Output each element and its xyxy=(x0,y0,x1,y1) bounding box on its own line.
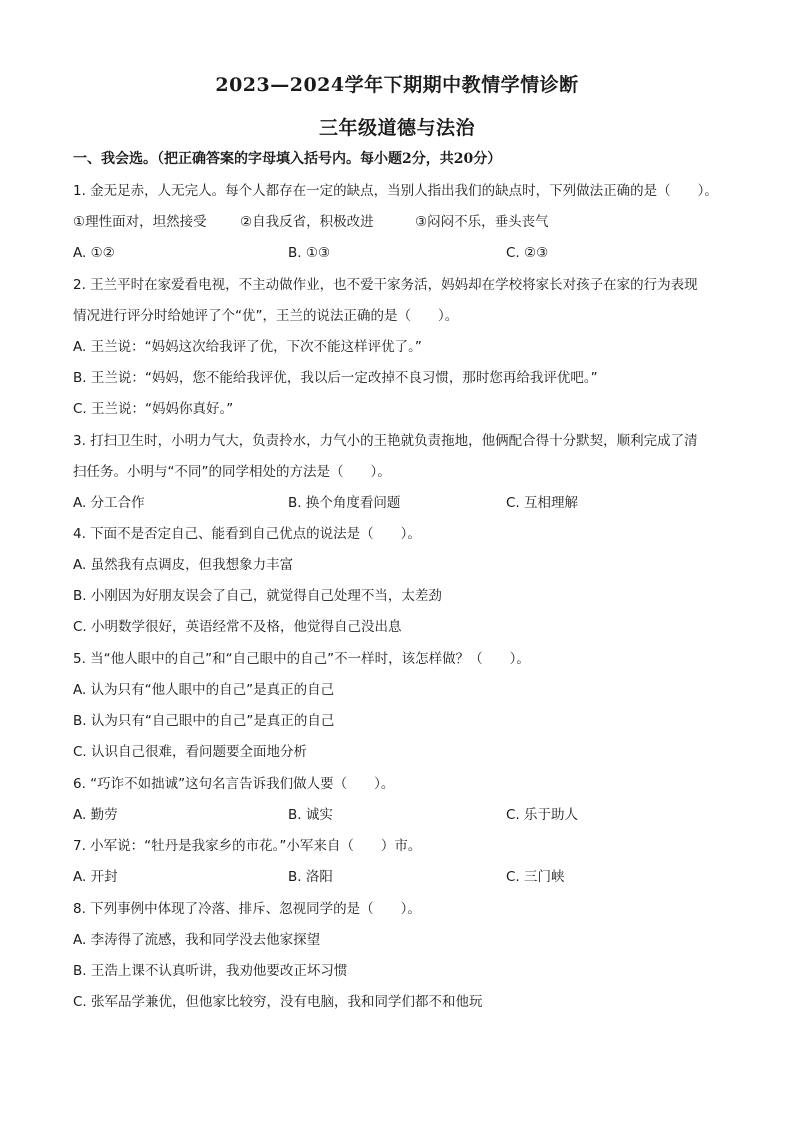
question-2-option-b: B. 王兰说：“妈妈，您不能给我评优，我以后一定改掉不良习惯，那时您再给我评优吧。” xyxy=(73,370,598,386)
question-3-stem-line-2: 扫任务。小明与“不同”的同学相处的方法是（ ）。 xyxy=(73,464,391,480)
question-6-stem: 6. “巧诈不如拙诚”这句名言告诉我们做人要（ ）。 xyxy=(73,776,395,792)
page-title: 2023—2024学年下期期中教情学情诊断 xyxy=(215,74,579,96)
question-5-option-c: C. 认识自己很难，看问题要全面地分析 xyxy=(73,744,308,760)
question-1-item: ①理性面对，坦然接受 xyxy=(73,214,207,230)
question-1-item: ②自我反省，积极改进 xyxy=(240,214,374,230)
question-8-option-a: A. 李涛得了流感，我和同学没去他家探望 xyxy=(73,932,321,948)
question-1-option-b: B. ①③ xyxy=(288,245,331,261)
question-6-option-b: B. 诚实 xyxy=(288,807,333,823)
question-4-option-b: B. 小刚因为好朋友误会了自己，就觉得自己处理不当，太差劲 xyxy=(73,588,442,604)
question-4-stem: 4. 下面不是否定自己、能看到自己优点的说法是（ ）。 xyxy=(73,526,421,542)
question-4-option-c: C. 小明数学很好，英语经常不及格，他觉得自己没出息 xyxy=(73,619,402,635)
question-2-option-c: C. 王兰说：“妈妈你真好。” xyxy=(73,401,234,417)
question-7-option-c: C. 三门峡 xyxy=(506,869,565,885)
question-5-option-a: A. 认为只有“他人眼中的自己”是真正的自己 xyxy=(73,682,335,698)
question-1-option-a: A. ①② xyxy=(73,245,115,261)
question-1-stem: 1. 金无足赤，人无完人。每个人都存在一定的缺点，当别人指出我们的缺点时，下列做法正确的是（ ）。 xyxy=(73,183,718,199)
question-3-option-c: C. 互相理解 xyxy=(506,495,579,511)
question-8-stem: 8. 下列事例中体现了冷落、排斥、忽视同学的是（ ）。 xyxy=(73,901,421,917)
question-2-option-a: A. 王兰说：“妈妈这次给我评了优，下次不能这样评优了。” xyxy=(73,339,422,355)
question-8-option-c: C. 张军品学兼优，但他家比较穷，没有电脑，我和同学们都不和他玩 xyxy=(73,994,483,1010)
question-7-option-b: B. 洛阳 xyxy=(288,869,333,885)
question-7-stem: 7. 小军说：“牡丹是我家乡的市花。”小军来自（ ）市。 xyxy=(73,838,422,854)
question-7-option-a: A. 开封 xyxy=(73,869,118,885)
question-3-stem-line-1: 3. 打扫卫生时，小明力气大，负责拎水，力气小的王艳就负责拖地，他俩配合得十分默契，顺利完成了清 xyxy=(73,433,698,449)
question-2-stem-line-1: 2. 王兰平时在家爱看电视，不主动做作业，也不爱干家务活，妈妈却在学校将家长对孩子在家的行为表现 xyxy=(73,277,698,293)
question-8-option-b: B. 王浩上课不认真听讲，我劝他要改正坏习惯 xyxy=(73,963,348,979)
page-subtitle: 三年级道德与法治 xyxy=(318,117,475,139)
question-5-option-b: B. 认为只有“自己眼中的自己”是真正的自己 xyxy=(73,713,335,729)
question-4-option-a: A. 虽然我有点调皮，但我想象力丰富 xyxy=(73,557,294,573)
question-5-stem: 5. 当“他人眼中的自己”和“自己眼中的自己”不一样时，该怎样做？（ ）。 xyxy=(73,651,530,667)
question-2-stem-line-2: 情况进行评分时给她评了个“优”，王兰的说法正确的是（ ）。 xyxy=(73,308,459,324)
question-6-option-c: C. 乐于助人 xyxy=(506,807,579,823)
question-3-option-a: A. 分工合作 xyxy=(73,495,145,511)
question-1-item: ③闷闷不乐，垂头丧气 xyxy=(415,214,549,230)
section-heading: 一、我会选。（把正确答案的字母填入括号内。每小题2分，共20分） xyxy=(73,151,502,167)
question-3-option-b: B. 换个角度看问题 xyxy=(288,495,401,511)
question-1-option-c: C. ②③ xyxy=(506,245,549,261)
question-6-option-a: A. 勤劳 xyxy=(73,807,118,823)
